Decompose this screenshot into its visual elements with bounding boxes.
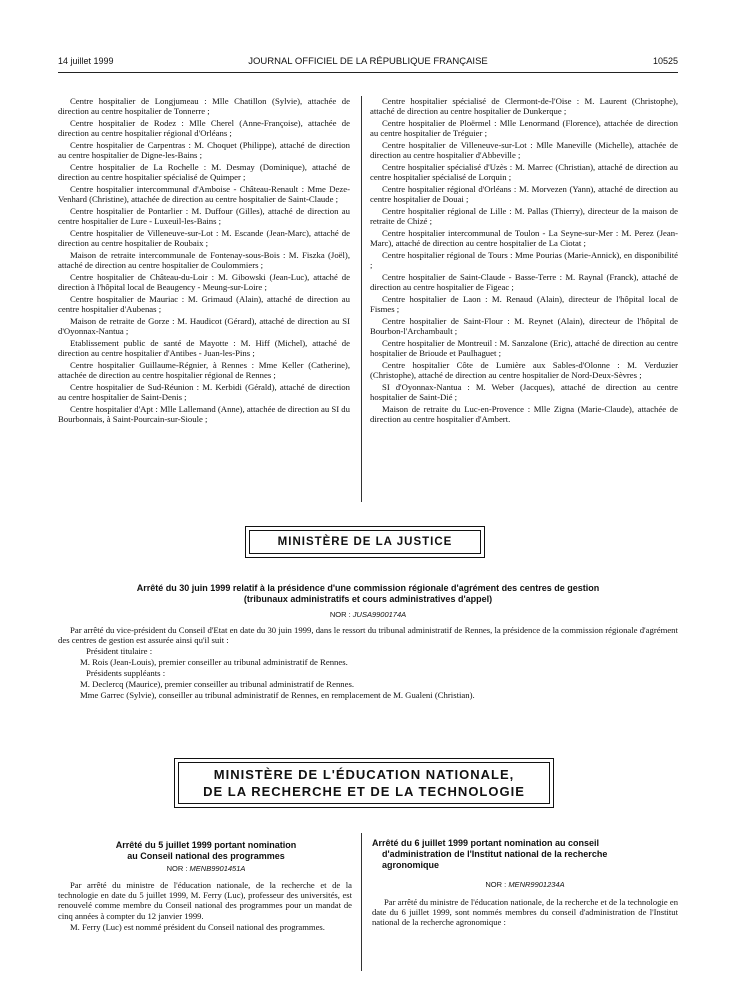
nor-label: NOR :: [485, 880, 507, 889]
column-divider-top: [361, 96, 362, 502]
appointment-entry: Centre hospitalier Guillaume-Régnier, à Rennes : Mme Keller (Catherine), attachée de direction au centre hospitalier régional de Rennes ;: [58, 360, 350, 381]
justice-decree-title: [58, 583, 678, 605]
nor-label: NOR :: [329, 610, 351, 619]
appointment-entry: Centre hospitalier de Longjumeau : Mlle Chatillon (Sylvie), attachée de direction au centre hospitalier de Tonnerre ;: [58, 96, 350, 117]
appointment-entry: SI d'Oyonnax-Nantua : M. Weber (Jacques), attaché de direction au centre hospitalier de Saint-Dié ;: [370, 382, 678, 403]
deputy-entry-2: Mme Garrec (Sylvie), conseiller au tribunal administratif de Rennes, en remplacement de M. Gualeni (Christian).: [80, 690, 475, 701]
decree-right-title-line2: d'administration de l'Institut national de la recherche: [382, 849, 608, 859]
decree-left-title: [58, 840, 354, 862]
decree-left-title-line1: Arrêté du 5 juillet 1999 portant nomination: [115, 840, 297, 850]
column-divider-bottom: [361, 833, 362, 971]
decree-right-nor: [372, 880, 678, 889]
right-column-appointments: [370, 96, 678, 426]
left-column-appointments: [58, 96, 350, 426]
nor-code: JUSA9900174A: [352, 610, 407, 619]
justice-intro: Par arrêté du vice-président du Conseil d'Etat en date du 30 juin 1999, dans le ressort du tribunal administratif de Rennes, la présidence de la commission régionale d'agrément des centres de gestion est assurée ainsi qu'il suit :: [58, 625, 678, 646]
ministry-education-box: [174, 758, 554, 808]
justice-decree-title-line2: (tribunaux administratifs et cours administratives d'appel): [243, 594, 493, 604]
decree-right-title: [372, 838, 678, 871]
appointment-entry: Centre hospitalier régional de Tours : Mme Pourias (Marie-Annick), en disponibilité ;: [370, 250, 678, 271]
ministry-education-title-line1: MINISTÈRE DE L'ÉDUCATION NATIONALE,: [213, 767, 515, 782]
decree-right-body: [372, 897, 678, 928]
justice-decree-body: [58, 625, 678, 701]
decree-left-title-line2: au Conseil national des programmes: [127, 851, 285, 861]
appointment-entry: Centre hospitalier de Pontarlier : M. Duffour (Gilles), attaché de direction au centre hospitalier de Lure - Luxeuil-les-Bains ;: [58, 206, 350, 227]
appointment-entry: Centre hospitalier spécialisé de Clermont-de-l'Oise : M. Laurent (Christophe), attaché de direction au centre hospitalier de Dunkerque ;: [370, 96, 678, 117]
page-header: [58, 56, 678, 70]
decree-left-nor: [58, 864, 354, 873]
appointment-entry: Centre hospitalier de Villeneuve-sur-Lot : Mlle Maneville (Michelle), attachée de direction au centre hospitalier d'Abbeville ;: [370, 140, 678, 161]
appointment-entry: Centre hospitalier de Saint-Flour : M. Reynet (Alain), directeur de l'hôpital de Bourbon-l'Archambault ;: [370, 316, 678, 337]
appointment-entry: Centre hospitalier de Carpentras : M. Choquet (Philippe), attaché de direction au centre hospitalier de Digne-les-Bains ;: [58, 140, 350, 161]
nor-code: MENB9901451A: [189, 864, 246, 873]
ministry-justice-title: MINISTÈRE DE LA JUSTICE: [277, 536, 453, 548]
ministry-justice-box: [245, 526, 485, 558]
deputies-heading: Présidents suppléants :: [86, 668, 166, 679]
appointment-entry: Maison de retraite intercommunale de Fontenay-sous-Bois : M. Fiszka (Joël), attaché de direction au centre hospitalier de Coulommiers ;: [58, 250, 350, 271]
appointment-entry: Centre hospitalier de Saint-Claude - Basse-Terre : M. Raynal (Franck), attaché de direction au centre hospitalier de Figeac ;: [370, 272, 678, 293]
nor-code: MENR9901234A: [508, 880, 565, 889]
appointment-entry: Centre hospitalier de Château-du-Loir : M. Gibowski (Jean-Luc), attaché de direction à l'hôpital local de Beaugency - Meung-sur-Loire ;: [58, 272, 350, 293]
appointment-entry: Centre hospitalier de Mauriac : M. Grimaud (Alain), attaché de direction au centre hospitalier d'Aubenas ;: [58, 294, 350, 315]
appointment-entry: Centre hospitalier spécialisé d'Uzès : M. Marrec (Christian), attaché de direction au centre hospitalier spécialisé de Lorquin ;: [370, 162, 678, 183]
appointment-entry: Centre hospitalier de Villeneuve-sur-Lot : M. Escande (Jean-Marc), attaché de direction au centre hospitalier de Roubaix ;: [58, 228, 350, 249]
decree-right-paragraph-1: Par arrêté du ministre de l'éducation nationale, de la recherche et de la technologie en date du 6 juillet 1999, sont nommés membres du conseil d'administration de l'Institut national de la recherche agronomique :: [372, 897, 678, 928]
appointment-entry: Centre hospitalier régional de Lille : M. Pallas (Thierry), directeur de la maison de retraite de Chizé ;: [370, 206, 678, 227]
nor-label: NOR :: [166, 864, 188, 873]
header-date: 14 juillet 1999: [58, 56, 114, 66]
decree-left-paragraph-2: M. Ferry (Luc) est nommé président du Conseil national des programmes.: [70, 921, 325, 932]
ministry-education-title-line2: DE LA RECHERCHE ET DE LA TECHNOLOGIE: [203, 784, 525, 799]
appointment-entry: Centre hospitalier intercommunal de Toulon - La Seyne-sur-Mer : M. Perez (Jean-Marc), attaché de direction au centre hospitalier de La Ciotat ;: [370, 228, 678, 249]
appointment-entry: Centre hospitalier régional d'Orléans : M. Morvezen (Yann), attaché de direction au centre hospitalier de Douai ;: [370, 184, 678, 205]
journal-title: JOURNAL OFFICIEL DE LA RÉPUBLIQUE FRANÇAISE: [248, 56, 488, 67]
appointment-entry: Etablissement public de santé de Mayotte : M. Hiff (Michel), attaché de direction au centre hospitalier d'Antibes - Juan-les-Pins ;: [58, 338, 350, 359]
decree-right-title-line1: Arrêté du 6 juillet 1999 portant nomination au conseil: [372, 838, 600, 848]
header-rule: [58, 72, 678, 73]
president-entry: M. Rois (Jean-Louis), premier conseiller au tribunal administratif de Rennes.: [80, 657, 348, 668]
justice-decree-title-line1: Arrêté du 30 juin 1999 relatif à la présidence d'une commission régionale d'agrément des centres de gestion: [136, 583, 600, 593]
appointment-entry: Centre hospitalier de La Rochelle : M. Desmay (Dominique), attaché de direction au centre hospitalier spécialisé de Quimper ;: [58, 162, 350, 183]
decree-left-body: [58, 880, 352, 933]
president-heading: Président titulaire :: [86, 646, 153, 657]
appointment-entry: Centre hospitalier de Sud-Réunion : M. Kerbidi (Gérald), attaché de direction au centre hospitalier de Saint-Denis ;: [58, 382, 350, 403]
appointment-entry: Centre hospitalier d'Apt : Mlle Lallemand (Anne), attachée de direction au SI du Bourbonnais, à Saint-Pourcain-sur-Sioule ;: [58, 404, 350, 425]
appointment-entry: Centre hospitalier de Rodez : Mlle Cherel (Anne-Françoise), attachée de direction au centre hospitalier régional d'Orléans ;: [58, 118, 350, 139]
justice-nor: [58, 610, 678, 619]
decree-left-paragraph-1: Par arrêté du ministre de l'éducation nationale, de la recherche et de la technologie en date du 5 juillet 1999, M. Ferry (Luc), professeur des universités, est renouvelé comme membre du Conseil national des programmes pour un mandat de cinq années à compter du 12 janvier 1999.: [58, 880, 352, 921]
decree-right-title-line3: agronomique: [382, 860, 440, 870]
appointment-entry: Centre hospitalier de Montreuil : M. Sanzalone (Eric), attaché de direction au centre hospitalier de Brioude et Paulhaguet ;: [370, 338, 678, 359]
appointment-entry: Centre hospitalier de Ploërmel : Mlle Lenormand (Florence), attachée de direction au centre hospitalier de Tréguier ;: [370, 118, 678, 139]
deputy-entry-1: M. Declercq (Maurice), premier conseiller au tribunal administratif de Rennes.: [80, 679, 355, 690]
appointment-entry: Maison de retraite du Luc-en-Provence : Mlle Zigna (Marie-Claude), attachée de direction au centre hospitalier d'Ambert.: [370, 404, 678, 425]
appointment-entry: Centre hospitalier intercommunal d'Amboise - Château-Renault : Mme Deze-Venhard (Christine), attachée de direction au centre hospitalier de Saint-Claude ;: [58, 184, 350, 205]
appointment-entry: Centre hospitalier Côte de Lumière aux Sables-d'Olonne : M. Verduzier (Christophe), attaché de direction au centre hospitalier de Nord-Deux-Sèvres ;: [370, 360, 678, 381]
appointment-entry: Maison de retraite de Gorze : M. Haudicot (Gérard), attaché de direction au SI d'Oyonnax-Nantua ;: [58, 316, 350, 337]
page-number: 10525: [652, 56, 678, 66]
appointment-entry: Centre hospitalier de Laon : M. Renaud (Alain), directeur de l'hôpital local de Fismes ;: [370, 294, 678, 315]
